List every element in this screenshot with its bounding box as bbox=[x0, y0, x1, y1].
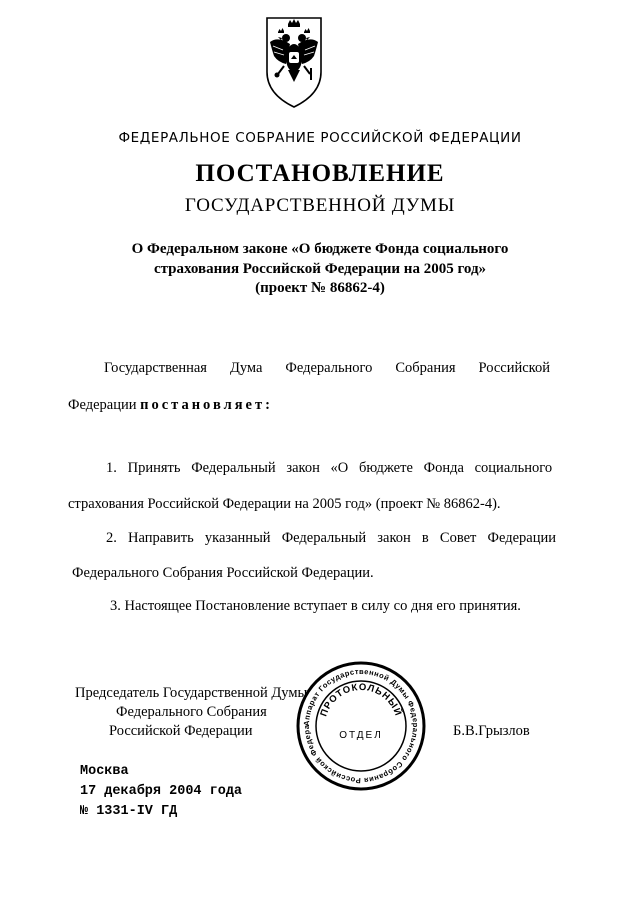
preamble-word: Федерального bbox=[285, 360, 373, 376]
item-word: Фонда bbox=[423, 460, 464, 476]
item-word: Федеральный bbox=[191, 460, 276, 476]
resolution-verb: постановляет: bbox=[140, 397, 273, 413]
stamp-outer-text: Аппарат Государственной Думы Федерального Собрания Российской Федера bbox=[301, 666, 421, 786]
item-1-line-2: страхования Российской Федерации на 2005 год» (проект № 86862-4). bbox=[68, 496, 501, 512]
russian-coat-of-arms-icon bbox=[264, 14, 324, 110]
issue-date: 17 декабря 2004 года bbox=[80, 784, 243, 799]
item-2-line-1 bbox=[106, 530, 556, 547]
item-word: «О bbox=[330, 460, 349, 476]
preamble-word: Российской bbox=[478, 360, 550, 376]
signatory-name: Б.В.Грызлов bbox=[453, 723, 530, 739]
coat-of-arms-emblem bbox=[264, 14, 324, 110]
item-word: Федеральный bbox=[281, 530, 367, 546]
document-footer bbox=[80, 762, 242, 822]
item-word: 1. bbox=[106, 460, 117, 476]
signatory-title-line-3: Российской Федерации bbox=[109, 723, 253, 739]
signatory-title-line-1: Председатель Государственной Думы bbox=[75, 685, 308, 701]
preamble-line-2 bbox=[68, 397, 273, 414]
document-type-title: ПОСТАНОВЛЕНИЕ bbox=[195, 160, 445, 187]
preamble-line-2-start: Федерации bbox=[68, 397, 137, 413]
official-stamp bbox=[295, 660, 427, 792]
item-word: в bbox=[421, 530, 429, 546]
issue-place: Москва bbox=[80, 764, 129, 779]
item-word: 2. bbox=[106, 530, 117, 546]
item-word: бюджете bbox=[359, 460, 413, 476]
preamble-word: Дума bbox=[229, 360, 263, 376]
item-3-line-1: 3. Настоящее Постановление вступает в силу со дня его принятия. bbox=[110, 598, 521, 614]
issuer-subtitle: ГОСУДАРСТВЕННОЙ ДУМЫ bbox=[184, 195, 456, 216]
item-word: Совет bbox=[439, 530, 477, 546]
subject-line-1: О Федеральном законе «О бюджете Фонда социального bbox=[131, 241, 509, 257]
item-1-line-1 bbox=[106, 460, 552, 477]
stamp-inner-text: ПРОТОКОЛЬНЫЙ bbox=[318, 681, 404, 719]
svg-text:ПРОТОКОЛЬНЫЙ bbox=[318, 682, 404, 718]
item-word: Федерации bbox=[487, 530, 557, 546]
preamble-word: Собрания bbox=[395, 360, 456, 376]
preamble-line-1 bbox=[104, 360, 550, 377]
item-2-line-2: Федерального Собрания Российской Федерации. bbox=[72, 565, 374, 581]
signatory-title bbox=[75, 684, 307, 741]
item-word: Направить bbox=[128, 530, 194, 546]
item-word: указанный bbox=[204, 530, 271, 546]
organization-heading: ФЕДЕРАЛЬНОЕ СОБРАНИЕ РОССИЙСКОЙ ФЕДЕРАЦИИ bbox=[118, 130, 522, 146]
item-word: Принять bbox=[127, 460, 181, 476]
document-number: № 1331-IV ГД bbox=[80, 804, 178, 819]
stamp-seal-icon bbox=[295, 660, 427, 792]
preamble-word: Государственная bbox=[104, 360, 207, 376]
item-word: закон bbox=[377, 530, 411, 546]
signatory-title-line-2: Федерального Собрания bbox=[116, 704, 267, 720]
subject-line-2: страхования Российской Федерации на 2005 год» bbox=[153, 260, 487, 277]
stamp-center-text: ОТДЕЛ bbox=[339, 730, 383, 741]
subject-line-3: (проект № 86862-4) bbox=[255, 280, 385, 296]
document-subject bbox=[0, 240, 640, 299]
item-word: закон bbox=[286, 460, 320, 476]
item-word: социального bbox=[474, 460, 553, 476]
